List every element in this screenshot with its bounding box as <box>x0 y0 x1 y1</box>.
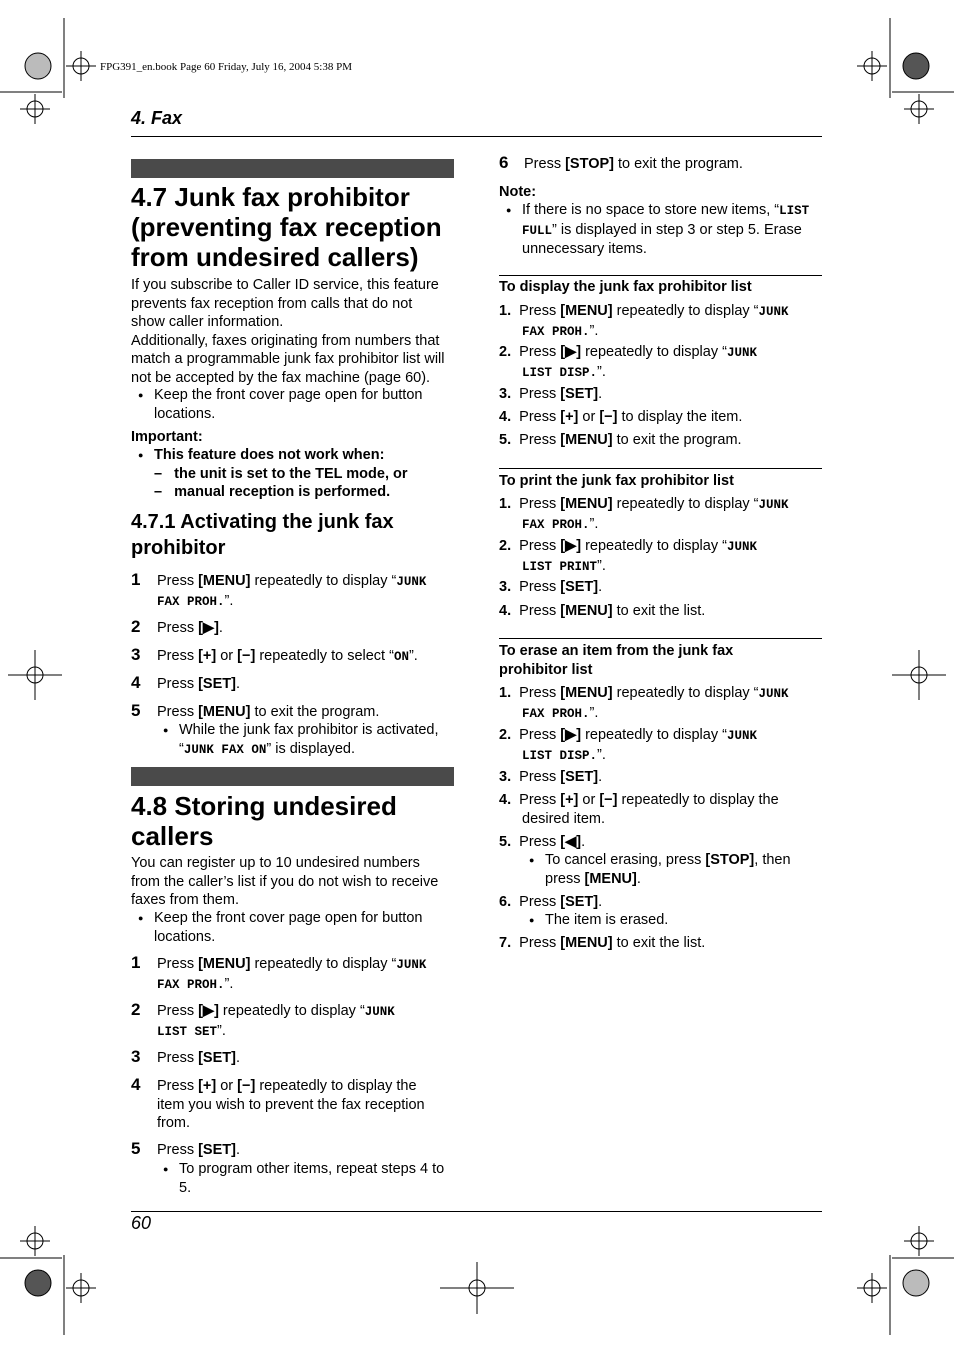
erase-step-4 <box>499 791 822 828</box>
bullet-text: Keep the front cover page open for button <box>154 387 423 403</box>
display-list-heading: To display the junk fax prohibitor list <box>499 279 752 295</box>
step-text: Press <box>519 935 561 951</box>
step-number: 7. <box>499 935 512 951</box>
heading-line: To erase an item from the junk fax <box>499 643 734 659</box>
bullet-text: “ <box>179 740 184 757</box>
menu-key: [MENU] <box>560 303 613 319</box>
menu-key: [MENU] <box>560 603 613 619</box>
footer-divider <box>131 1211 822 1212</box>
section-rule <box>499 275 822 276</box>
step-text: Press <box>519 579 561 595</box>
step-number: 1. <box>499 496 512 512</box>
step-text: ”. <box>589 704 599 721</box>
text-line: Additionally, faxes originating from numbers that <box>131 332 440 349</box>
set-key: [SET] <box>560 769 599 785</box>
step-number: 4. <box>499 792 512 808</box>
print-list-heading: To print the junk fax prohibitor list <box>499 473 734 489</box>
step-number: 1 <box>131 953 141 972</box>
step-text: ”. <box>597 746 606 763</box>
set-key: [SET] <box>198 1142 236 1158</box>
step-2 <box>157 1002 457 1041</box>
step-number: 1 <box>131 570 141 589</box>
erase-step-6 <box>499 893 602 912</box>
display-code: FAX PROH. <box>522 324 590 339</box>
step-5-bullet <box>179 721 459 759</box>
section-4-7-intro <box>131 276 461 387</box>
display-step-1 <box>499 302 822 341</box>
important-dash-2: – manual reception is performed. <box>154 484 391 500</box>
step-text: Press <box>519 344 561 360</box>
text-line: not be accepted by the fax machine (page 60). <box>131 369 431 386</box>
step-text: from. <box>157 1115 191 1131</box>
step-5-bullet <box>179 1160 459 1197</box>
title-line: 4.7 Junk fax prohibitor <box>131 182 410 212</box>
step-number: 3. <box>499 769 512 785</box>
title-line: 4.8 Storing undesired <box>131 791 397 821</box>
display-code: JUNK <box>726 346 757 360</box>
text-line: show caller information. <box>131 314 284 330</box>
step-text: Press <box>519 303 561 319</box>
important-label: Important: <box>131 429 203 445</box>
step-text: Press <box>157 956 199 972</box>
step-text: ”. <box>224 592 234 609</box>
display-code: LIST DISP. <box>522 748 598 763</box>
right-key: [▶] <box>560 344 582 360</box>
minus-key: [−] <box>599 409 618 425</box>
menu-key: [MENU] <box>198 956 251 972</box>
bullet-text: Keep the front cover page open for button <box>154 910 423 926</box>
step-text: ”. <box>597 557 606 574</box>
step-text: to exit the list. <box>612 935 706 951</box>
set-key: [SET] <box>560 386 599 402</box>
set-key: [SET] <box>560 894 599 910</box>
right-key: [▶] <box>560 727 582 743</box>
step-text: Press <box>519 603 561 619</box>
display-code: LIST PRINT <box>522 559 598 574</box>
minus-key: [−] <box>237 1078 256 1094</box>
display-code: JUNK <box>364 1005 395 1019</box>
erase-step-6-bullet <box>545 911 668 930</box>
step-number: 2 <box>131 617 141 636</box>
bullet-text: 5. <box>179 1179 192 1196</box>
section-bar <box>131 767 454 786</box>
step-text: Press <box>519 834 561 850</box>
plus-key: [+] <box>198 1078 217 1094</box>
print-step-3 <box>499 578 602 597</box>
title-line: from undesired callers) <box>131 242 419 272</box>
step-text: . <box>581 834 586 850</box>
stop-key: [STOP] <box>705 852 755 868</box>
step-text: Press <box>157 620 199 636</box>
bullet-text: To cancel erasing, press <box>545 852 706 868</box>
display-code: JUNK <box>396 958 427 972</box>
text-line: If you subscribe to Caller ID service, this feature <box>131 277 439 293</box>
step-2 <box>157 619 223 638</box>
step-text: . <box>218 620 223 636</box>
display-code: LIST <box>779 204 810 218</box>
step-text: repeatedly to display “ <box>250 956 397 972</box>
step-number: 1. <box>499 685 512 701</box>
step-text: Press <box>157 1142 199 1158</box>
display-code: JUNK <box>726 729 757 743</box>
erase-step-3 <box>499 768 602 787</box>
display-code: FULL <box>522 223 553 238</box>
important-bullet <box>154 446 384 465</box>
section-bar <box>131 159 454 178</box>
step-text: repeatedly to select “ <box>255 648 394 664</box>
step-number: 3. <box>499 579 512 595</box>
dash-text: the unit is set to the TEL mode, or <box>174 466 408 482</box>
step-text: . <box>598 386 603 402</box>
display-step-4 <box>499 408 742 427</box>
step-number: 2. <box>499 344 512 360</box>
minus-key: [−] <box>599 792 618 808</box>
step-text: Press <box>519 409 561 425</box>
step-text: repeatedly to display “ <box>581 538 727 554</box>
step-6 <box>524 155 743 174</box>
display-code: JUNK <box>726 540 757 554</box>
step-text: Press <box>519 386 561 402</box>
important-dash-1: – the unit is set to the TEL mode, or <box>154 466 408 482</box>
bullet-text: While the junk fax prohibitor is activated, <box>179 722 439 738</box>
display-step-3 <box>499 385 602 404</box>
step-text: Press <box>519 727 561 743</box>
right-key: [▶] <box>560 538 582 554</box>
step-number: 4. <box>499 603 512 619</box>
step-text: repeatedly to display “ <box>612 685 759 701</box>
print-step-2 <box>499 537 822 576</box>
step-text: repeatedly to display the <box>617 792 779 808</box>
set-key: [SET] <box>198 1050 236 1066</box>
step-text: ”. <box>224 975 234 992</box>
minus-key: [−] <box>237 648 256 664</box>
erase-step-7 <box>499 934 705 953</box>
menu-key: [MENU] <box>560 496 613 512</box>
text-line: faxes from them. <box>131 892 239 908</box>
section-4-8-title <box>131 791 461 851</box>
menu-key: [MENU] <box>560 935 613 951</box>
bullet-item <box>154 386 454 423</box>
display-code: LIST SET <box>157 1024 218 1039</box>
step-number: 6. <box>499 894 512 910</box>
step-text: Press <box>157 1078 199 1094</box>
step-text: Press <box>519 538 561 554</box>
bullet-text: locations. <box>154 405 216 422</box>
section-4-8-intro <box>131 854 461 910</box>
display-code: FAX PROH. <box>522 706 590 721</box>
bullet-text: press <box>545 870 585 887</box>
text-line: You can register up to 10 undesired numbers <box>131 855 420 871</box>
step-number: 3 <box>131 1047 141 1066</box>
step-text: . <box>598 579 603 595</box>
step-text: repeatedly to display “ <box>581 727 727 743</box>
text-line: from the caller’s list if you do not wish to receive <box>131 873 439 890</box>
note-text: unnecessary items. <box>522 241 647 257</box>
menu-key: [MENU] <box>584 870 637 887</box>
display-code: JUNK <box>758 687 789 701</box>
step-3 <box>157 1049 240 1068</box>
step-number: 2 <box>131 1000 141 1019</box>
step-number: 5. <box>499 432 512 448</box>
step-number: 5. <box>499 834 512 850</box>
print-step-1 <box>499 495 822 534</box>
step-1 <box>157 572 457 611</box>
bullet-text: ” is displayed. <box>266 740 356 757</box>
chapter-title: 4. Fax <box>131 108 183 128</box>
menu-key: [MENU] <box>560 685 613 701</box>
header-divider <box>131 136 822 137</box>
step-text: desired item. <box>522 810 606 827</box>
step-text: Press <box>157 648 199 664</box>
note-bullet <box>522 201 822 259</box>
step-text: repeatedly to display “ <box>612 303 759 319</box>
erase-step-5-bullet <box>545 851 822 888</box>
step-text: ”. <box>217 1022 226 1039</box>
step-4 <box>157 675 240 694</box>
display-code: JUNK <box>758 498 789 512</box>
step-4 <box>157 1077 457 1133</box>
step-text: Press <box>157 1003 199 1019</box>
bullet-text: To program other items, repeat steps 4 to <box>179 1161 445 1177</box>
text-line: match a programmable junk fax prohibitor list will <box>131 351 445 367</box>
step-text: Press <box>157 573 199 589</box>
erase-step-2 <box>499 726 822 765</box>
step-text: ”. <box>589 322 599 339</box>
step-text: or <box>578 792 600 808</box>
step-text: Press <box>519 894 561 910</box>
step-5 <box>157 1141 240 1160</box>
bullet-text: The item is erased. <box>545 912 669 928</box>
display-code: FAX PROH. <box>157 977 225 992</box>
step-text: to exit the list. <box>612 603 706 619</box>
display-code: FAX PROH. <box>157 594 225 609</box>
step-5 <box>157 703 379 722</box>
step-text: ”. <box>597 363 606 380</box>
display-code: LIST DISP. <box>522 365 598 380</box>
plus-key: [+] <box>560 792 579 808</box>
section-4-7-title <box>131 182 461 272</box>
display-step-5 <box>499 431 742 450</box>
step-text: Press <box>157 704 199 720</box>
step-number: 4 <box>131 1075 141 1094</box>
step-text: Press <box>519 685 561 701</box>
step-text: to exit the program. <box>250 704 380 720</box>
step-text: . <box>235 1142 240 1158</box>
erase-step-1 <box>499 684 822 723</box>
set-key: [SET] <box>560 579 599 595</box>
left-key: [◀] <box>560 834 582 850</box>
step-1 <box>157 955 457 994</box>
dash-text: manual reception is performed. <box>174 484 391 500</box>
text-line: prevents fax reception from calls that do not <box>131 295 413 312</box>
step-text: Press <box>157 676 199 692</box>
page-number: 60 <box>131 1213 152 1233</box>
step-number: 2. <box>499 538 512 554</box>
step-text: or <box>216 648 238 664</box>
set-key: [SET] <box>198 676 236 692</box>
step-text: . <box>235 676 240 692</box>
note-label: Note: <box>499 184 537 200</box>
step-number: 3 <box>131 645 141 664</box>
display-code: JUNK <box>396 575 427 589</box>
step-text: Press <box>519 432 561 448</box>
step-number: 2. <box>499 727 512 743</box>
step-number: 4. <box>499 409 512 425</box>
step-text: . <box>235 1050 240 1066</box>
step-number: 3. <box>499 386 512 402</box>
step-text: to exit the program. <box>613 156 743 172</box>
step-text: repeatedly to display “ <box>581 344 727 360</box>
plus-key: [+] <box>560 409 579 425</box>
title-line: callers <box>131 821 214 851</box>
step-text: Press <box>519 769 561 785</box>
step-text: . <box>598 769 603 785</box>
bullet-text: . <box>636 870 641 887</box>
display-code: ON <box>393 650 409 664</box>
step-text: or <box>216 1078 238 1094</box>
step-text: or <box>578 409 600 425</box>
bullet-text: This feature does not work when: <box>154 447 385 463</box>
step-text: Press <box>519 496 561 512</box>
step-text: ”. <box>589 515 599 532</box>
step-number: 5 <box>131 1139 141 1158</box>
plus-key: [+] <box>198 648 217 664</box>
step-text: Press <box>524 156 566 172</box>
menu-key: [MENU] <box>198 573 251 589</box>
step-text: Press <box>157 1050 199 1066</box>
title-line: 4.7.1 Activating the junk fax <box>131 511 394 533</box>
bullet-item <box>154 909 454 946</box>
display-code: FAX PROH. <box>522 517 590 532</box>
step-number: 5 <box>131 701 141 720</box>
step-number: 6 <box>499 153 509 172</box>
note-text: ” is displayed in step 3 or step 5. Erase <box>552 221 802 238</box>
section-rule <box>499 638 822 639</box>
title-line: prohibitor <box>131 537 226 559</box>
step-number: 4 <box>131 673 141 692</box>
print-step-4 <box>499 602 705 621</box>
step-text: . <box>598 894 603 910</box>
step-text: repeatedly to display “ <box>218 1003 365 1019</box>
title-line: (preventing fax reception <box>131 212 442 242</box>
right-key: [▶] <box>198 1003 219 1019</box>
menu-key: [MENU] <box>198 704 251 720</box>
step-text: to exit the program. <box>612 432 742 448</box>
display-code: JUNK <box>758 305 789 319</box>
step-text: item you wish to prevent the fax reception <box>157 1096 425 1113</box>
stop-key: [STOP] <box>565 156 614 172</box>
step-text: repeatedly to display “ <box>250 573 397 589</box>
bullet-text: , then <box>754 852 791 868</box>
section-rule <box>499 468 822 469</box>
step-text: Press <box>519 792 561 808</box>
display-code: JUNK FAX ON <box>183 742 267 757</box>
menu-key: [MENU] <box>560 432 613 448</box>
display-step-2 <box>499 343 822 382</box>
heading-line: prohibitor list <box>499 662 593 678</box>
erase-step-5 <box>499 833 585 852</box>
step-text: ”. <box>408 648 418 664</box>
step-text: repeatedly to display the <box>255 1078 417 1094</box>
subsection-4-7-1-title <box>131 509 451 561</box>
note-text: If there is no space to store new items, “ <box>522 202 780 218</box>
step-text: repeatedly to display “ <box>612 496 759 512</box>
bullet-text: locations. <box>154 928 216 945</box>
right-key: [▶] <box>198 620 219 636</box>
step-3 <box>157 647 418 667</box>
step-number: 1. <box>499 303 512 319</box>
step-text: to display the item. <box>617 409 743 425</box>
file-info: FPG391_en.book Page 60 Friday, July 16, 2004 5:38 PM <box>100 61 352 73</box>
erase-item-heading <box>499 642 733 680</box>
